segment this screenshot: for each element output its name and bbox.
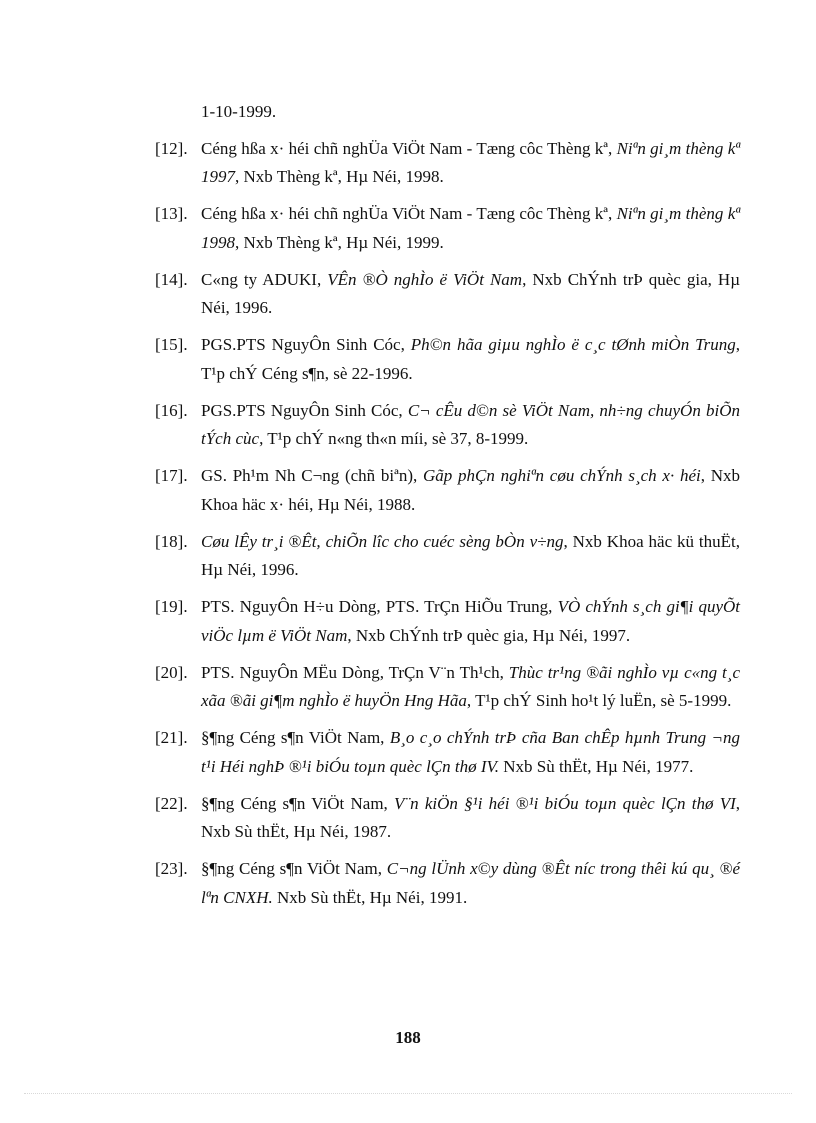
reference-item bbox=[155, 528, 740, 585]
reference-text bbox=[201, 528, 740, 585]
reference-text bbox=[201, 135, 740, 192]
reference-number: [20]. bbox=[155, 662, 188, 682]
reference-text bbox=[201, 790, 740, 847]
reference-publication: , Nxb Khoa häc kü thuËt, Hµ Néi, 1996. bbox=[201, 531, 740, 579]
reference-text bbox=[201, 659, 740, 716]
reference-number: [16]. bbox=[155, 400, 188, 420]
reference-publication: , Nxb Sù thËt, Hµ Néi, 1987. bbox=[201, 793, 740, 841]
reference-text bbox=[201, 855, 740, 912]
reference-number: [12]. bbox=[155, 138, 188, 158]
reference-author: PGS.PTS NguyÔn Sinh Cóc, bbox=[201, 335, 411, 354]
reference-publication: , Nxb ChÝnh trÞ quèc gia, Hµ Néi, 1996. bbox=[201, 269, 740, 317]
reference-number: [21]. bbox=[155, 728, 188, 747]
reference-title: C¬ng lÜnh x©y dùng ®Êt níc trong thêi kú qu¸ ®é lªn CNXH. bbox=[201, 859, 741, 907]
reference-title: C¬ cÊu d©n sè ViÖt Nam, nh÷ng chuyÓn biÕn tÝch cùc bbox=[201, 400, 740, 448]
reference-number: [14]. bbox=[155, 269, 188, 289]
reference-text bbox=[201, 331, 740, 388]
reference-number: [13]. bbox=[155, 204, 188, 223]
page-bottom-divider bbox=[24, 1093, 792, 1095]
reference-continuation: 1-10-1999. bbox=[201, 102, 277, 121]
reference-number: [23]. bbox=[155, 859, 188, 878]
reference-number: [22]. bbox=[155, 793, 188, 813]
reference-text bbox=[201, 266, 740, 323]
reference-number: [17]. bbox=[155, 466, 188, 485]
reference-list bbox=[155, 98, 740, 921]
reference-title: VÊn ®Ò nghÌo ë ViÖt Nam bbox=[327, 269, 523, 289]
reference-item bbox=[155, 855, 740, 912]
reference-entries bbox=[155, 135, 740, 913]
reference-publication: , T¹p chÝ n«ng th«n míi, sè 37, 8-1999. bbox=[259, 429, 529, 448]
reference-author: PTS. NguyÔn H÷u Dòng, PTS. TrÇn HiÕu Trung, bbox=[201, 597, 558, 616]
reference-author: PTS. NguyÔn MËu Dòng, TrÇn V¨n Th¹ch, bbox=[201, 662, 509, 682]
reference-item bbox=[155, 724, 740, 781]
reference-item bbox=[155, 331, 740, 388]
reference-publication: , Nxb Thèng kª, Hµ Néi, 1999. bbox=[235, 232, 444, 252]
reference-publication: , Nxb Thèng kª, Hµ Néi, 1998. bbox=[235, 167, 444, 186]
reference-publication: , Nxb Khoa häc x· héi, Hµ Néi, 1988. bbox=[201, 466, 740, 514]
reference-title: Gãp phÇn nghiªn cøu chÝnh s¸ch x· héi bbox=[423, 466, 701, 485]
reference-item bbox=[155, 790, 740, 847]
reference-title: V¨n kiÖn §¹i héi ®¹i biÓu toµn quèc lÇn thø VI bbox=[394, 793, 736, 813]
reference-item bbox=[155, 397, 740, 454]
reference-item bbox=[155, 200, 740, 257]
reference-publication: Nxb Sù thËt, Hµ Néi, 1977. bbox=[498, 756, 694, 776]
reference-number: [19]. bbox=[155, 597, 188, 616]
reference-title: Niªn gi¸m thèng kª 1998 bbox=[201, 204, 740, 252]
reference-text bbox=[201, 462, 740, 519]
reference-title: Ph©n hãa giµu nghÌo ë c¸c tØnh miÒn Trung bbox=[410, 335, 736, 354]
reference-item bbox=[155, 135, 740, 192]
reference-item bbox=[155, 462, 740, 519]
reference-text bbox=[201, 593, 740, 650]
reference-publication: Nxb Sù thËt, Hµ Néi, 1991. bbox=[272, 887, 468, 907]
reference-title: Cøu lÊy tr¸i ®Êt, chiÕn lîc cho cuéc sèng bÒn v÷ng bbox=[201, 531, 564, 551]
reference-publication: , T¹p chÝ Sinh ho¹t lý luËn, sè 5-1999. bbox=[466, 691, 732, 710]
reference-author: §¶ng Céng s¶n ViÖt Nam, bbox=[201, 859, 387, 878]
reference-title: Thùc tr¹ng ®ãi nghÌo vµ c«ng t¸c xãa ®ãi gi¶m nghÌo ë huyÖn Hng Hãa bbox=[201, 662, 740, 710]
reference-author: §¶ng Céng s¶n ViÖt Nam, bbox=[201, 728, 390, 747]
reference-author: §¶ng Céng s¶n ViÖt Nam, bbox=[201, 793, 395, 813]
reference-number: [18]. bbox=[155, 531, 188, 551]
reference-publication: , T¹p chÝ Céng s¶n, sè 22-1996. bbox=[201, 335, 740, 383]
reference-item bbox=[155, 266, 740, 323]
reference-author: PGS.PTS NguyÔn Sinh Cóc, bbox=[201, 400, 408, 420]
page-number: 188 bbox=[395, 1028, 421, 1047]
reference-author: GS. Ph¹m Nh C¬ng (chñ biªn), bbox=[201, 466, 423, 485]
reference-text bbox=[201, 724, 740, 781]
reference-publication: , Nxb ChÝnh trÞ quèc gia, Hµ Néi, 1997. bbox=[347, 625, 631, 645]
reference-author: Céng hßa x· héi chñ nghÜa ViÖt Nam - Tæng côc Thèng kª, bbox=[201, 204, 617, 223]
reference-title: Niªn gi¸m thèng kª 1997 bbox=[201, 138, 740, 186]
reference-item bbox=[155, 659, 740, 716]
reference-item bbox=[155, 593, 740, 650]
reference-text bbox=[201, 200, 740, 257]
reference-title: VÒ chÝnh s¸ch gi¶i quyÕt viÖc lµm ë ViÖt Nam bbox=[201, 597, 740, 645]
reference-number: [15]. bbox=[155, 335, 188, 354]
reference-author: C«ng ty ADUKI, bbox=[201, 269, 328, 289]
reference-title: B¸o c¸o chÝnh trÞ cña Ban chÊp hµnh Trung ¬ng t¹i Héi nghÞ ®¹i biÓu toµn quèc lÇn thø IV. bbox=[201, 728, 741, 776]
reference-author: Céng hßa x· héi chñ nghÜa ViÖt Nam - Tæng côc Thèng kª, bbox=[201, 138, 617, 158]
reference-text bbox=[201, 397, 740, 454]
